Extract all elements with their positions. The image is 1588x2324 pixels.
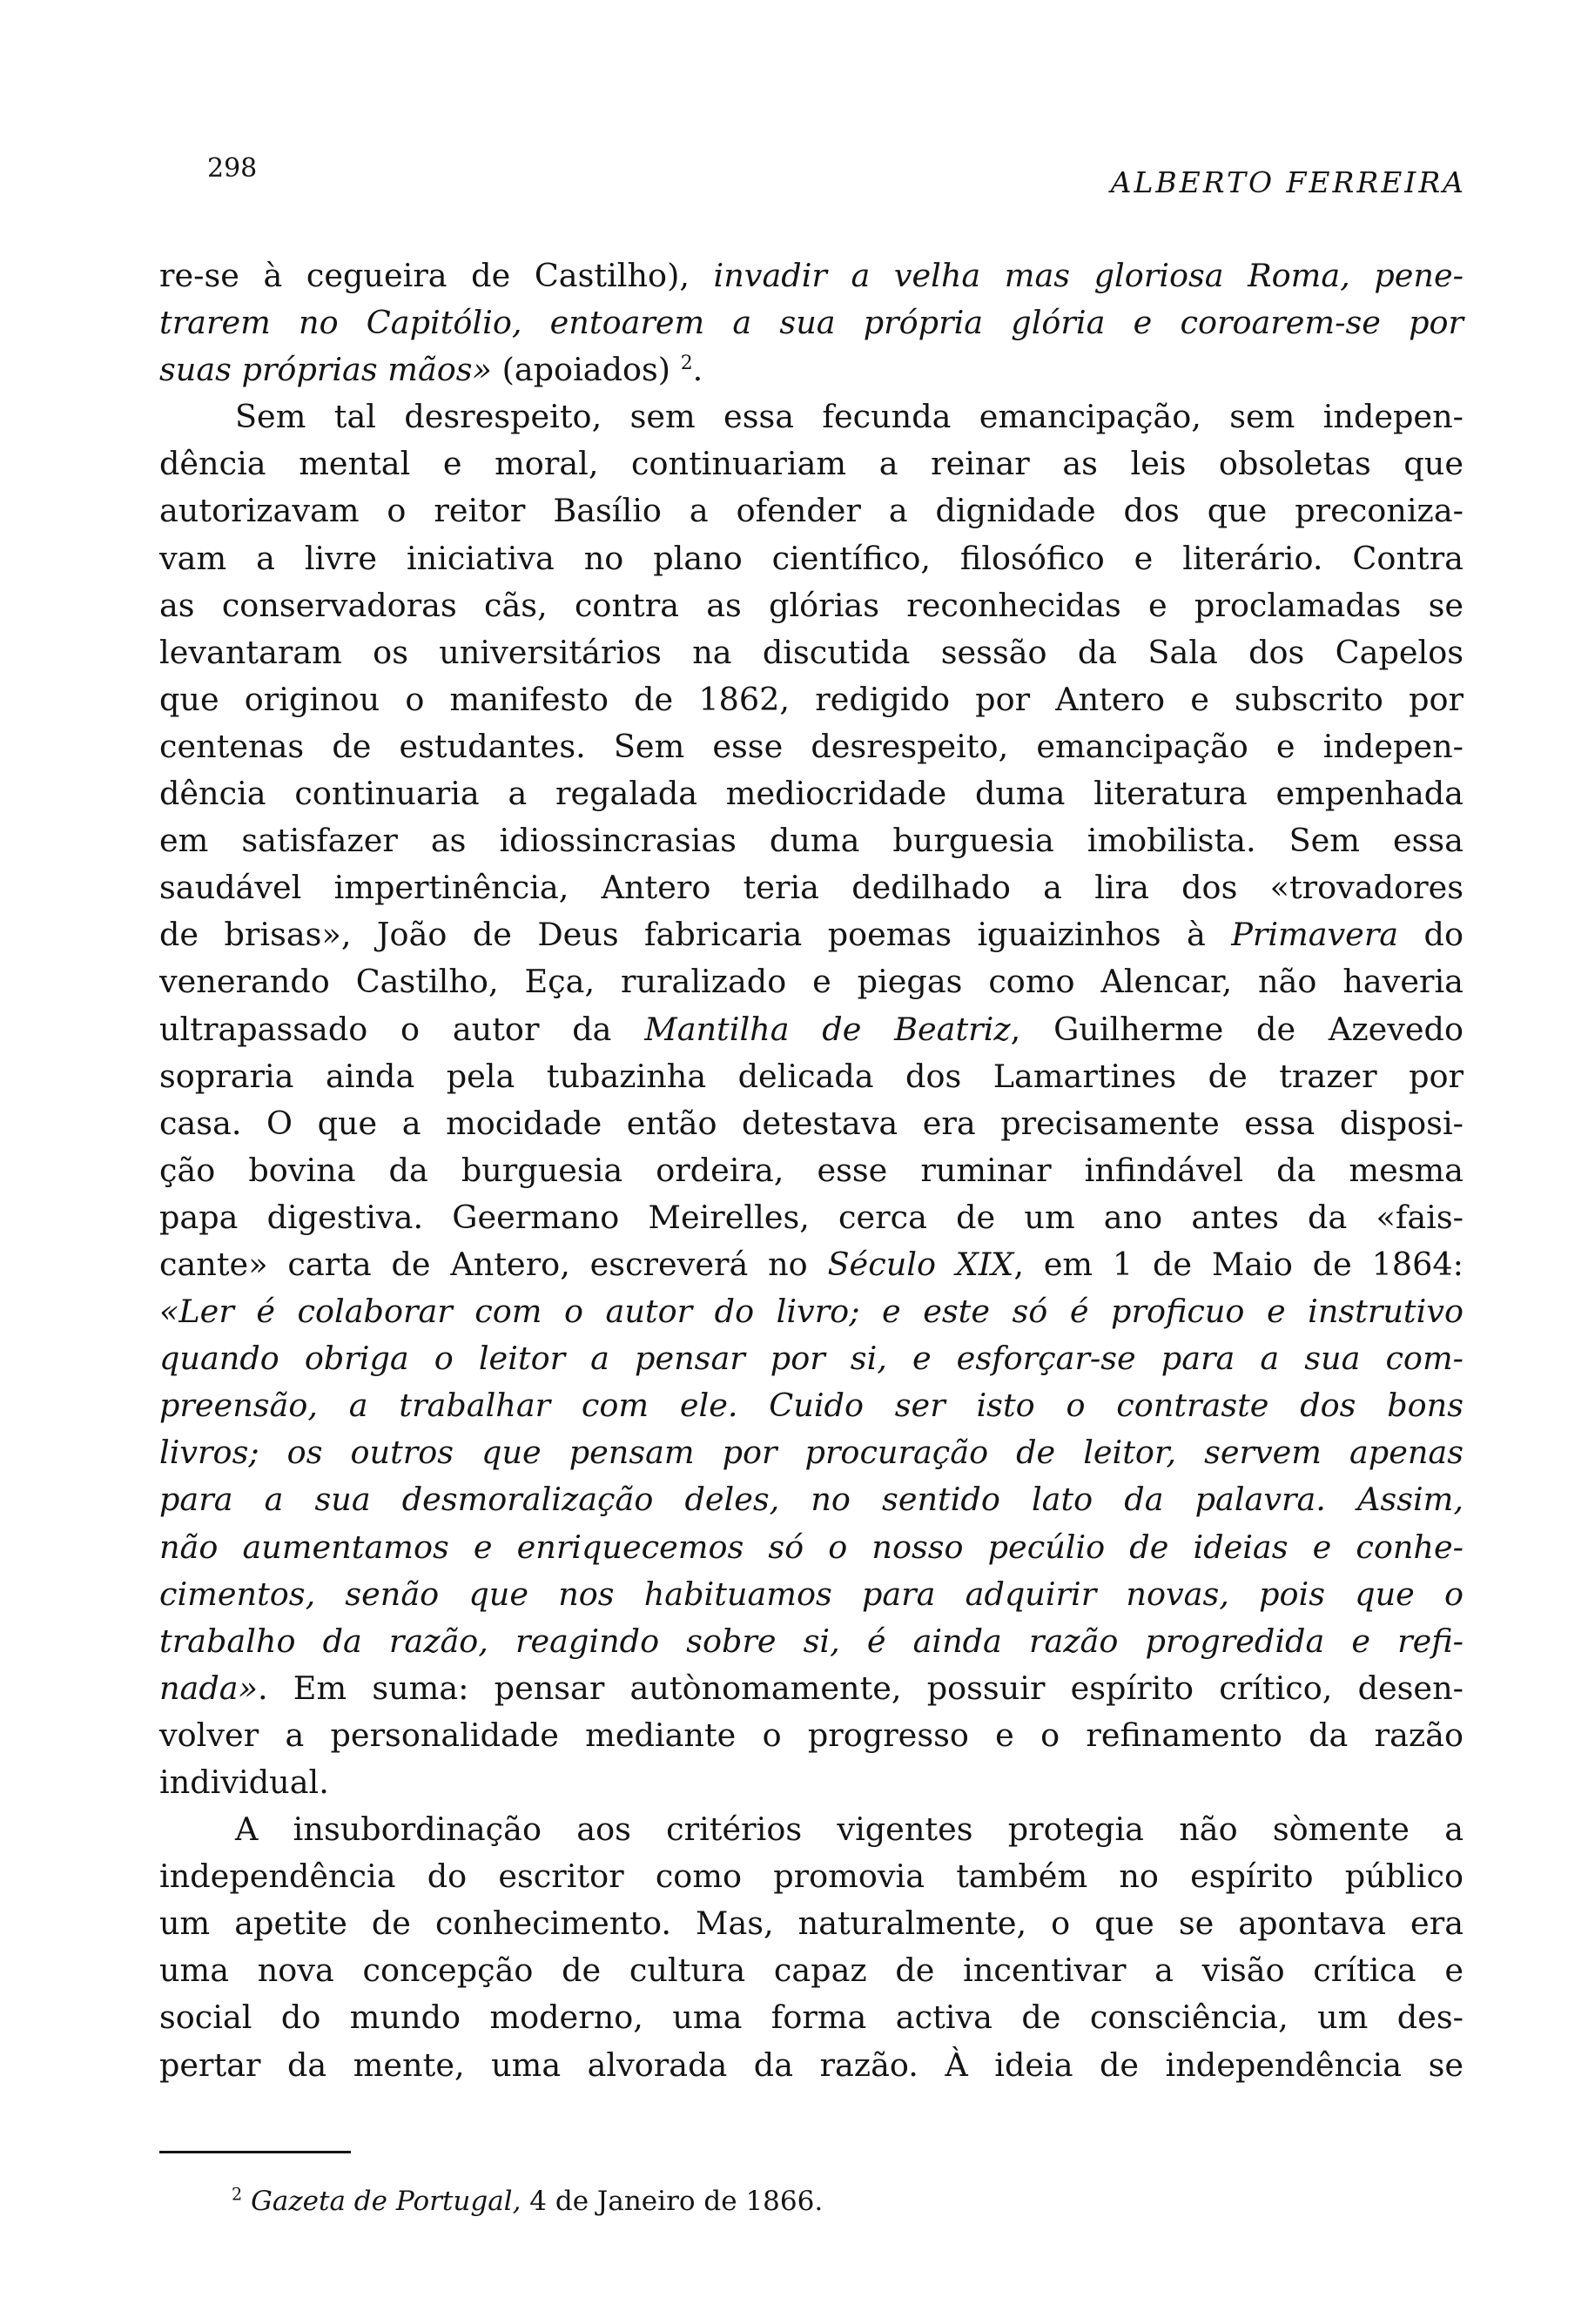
text-line [159,770,1464,817]
text-run: sopraria ainda pela tubazinha delicada dos Lamartines de trazer por [159,1057,1464,1095]
text-run: autorizavam o reitor Basílio a ofender a dignidade dos que preconiza- [159,492,1464,530]
italic-text: trabalho da razão, reagindo sobre si, é ainda razão progredida e refi- [159,1622,1464,1660]
text-line [159,252,1464,299]
text-run: dência mental e moral, continuariam a reinar as leis obsoletas que [159,445,1464,483]
text-line [159,1618,1464,1665]
text-line [159,346,1464,393]
text-run: vam a livre iniciativa no plano científico, filosófico e literário. Contra [159,539,1464,577]
note-reference: 2 [680,353,693,374]
text-line [159,1194,1464,1241]
text-run: de brisas», João de Deus fabricaria poemas iguaizinhos à [159,916,1232,954]
text-run: do [1398,916,1464,954]
text-line [159,629,1464,676]
text-line [159,1053,1464,1100]
footnote [232,2186,823,2217]
text-line [159,1288,1464,1335]
text-run: . [692,351,703,389]
text-run: cante» carta de Antero, escreverá no [159,1245,828,1283]
italic-text: cimentos, senão que nos habituamos para adquirir novas, pois que o [159,1575,1464,1613]
note-reference: 2 [232,2184,243,2205]
italic-text: «Ler é colaborar com o autor do livro; e este só é proficuo e instrutivo [159,1293,1464,1331]
text-line [159,817,1464,864]
italic-text: Mantilha de Beatriz [644,1010,1011,1048]
text-run: dência continuaria a regalada mediocridade duma literatura empenhada [159,775,1464,813]
text-line [159,1382,1464,1429]
footnote-divider [159,2151,351,2153]
text-run: A insubordinação aos critérios vigentes protegia não sòmente a [235,1810,1464,1849]
text-line [159,1429,1464,1476]
text-run: social do mundo moderno, uma forma activa de consciência, um des- [159,1998,1464,2037]
text-line [159,1665,1464,1712]
italic-text: Primavera [1231,916,1399,954]
text-run: papa digestiva. Geermano Meirelles, cerca de um ano antes da «fais- [159,1198,1464,1236]
text-line [159,1524,1464,1571]
italic-text: preensão, a trabalhar com ele. Cuido ser isto o contraste dos bons [159,1387,1464,1425]
italic-text: Gazeta de Portugal, [251,2186,521,2217]
text-run: saudável impertinência, Antero teria dedilhado a lira dos «trovadores [159,869,1464,907]
text-line [159,535,1464,582]
text-run [242,2186,251,2217]
text-run: em satisfazer as idiossincrasias duma burguesia imobilista. Sem essa [159,822,1464,860]
text-line [159,1335,1464,1382]
italic-text: invadir a velha mas gloriosa Roma, pene- [713,257,1464,294]
text-run: re-se à cegueira de Castilho), [159,257,714,294]
page-number: 298 [207,153,258,184]
text-line [159,911,1464,958]
italic-text: Século XIX [827,1245,1014,1283]
text-line [159,1712,1464,1759]
text-run: ção bovina da burguesia ordeira, esse ruminar infindável da mesma [159,1151,1464,1189]
text-run: volver a personalidade mediante o progresso e o refinamento da razão [159,1716,1464,1754]
text-line [159,1241,1464,1288]
text-line [159,1994,1464,2041]
text-run: venerando Castilho, Eça, ruralizado e piegas como Alencar, não haveria [159,963,1464,1001]
text-run: uma nova concepção de cultura capaz de incentivar a visão crítica e [159,1951,1464,1990]
text-line [159,1947,1464,1994]
text-run: centenas de estudantes. Sem esse desrespeito, emancipação e indepen- [159,727,1464,765]
text-run: um apetite de conhecimento. Mas, naturalmente, o que se apontava era [159,1904,1464,1943]
italic-text: suas próprias mãos» [159,351,492,389]
text-run: , Guilherme de Azevedo [1010,1010,1464,1048]
paragraph [159,1806,1464,2089]
text-line [159,1006,1464,1053]
text-line [159,1100,1464,1147]
text-line [159,1900,1464,1947]
text-run: Sem tal desrespeito, sem essa fecunda emancipação, sem indepen- [235,398,1464,436]
paragraph [159,393,1464,1806]
body-text [159,252,1464,2089]
text-run: , em 1 de Maio de 1864: [1013,1245,1464,1283]
text-run: independência do escritor como promovia também no espírito público [159,1857,1464,1896]
text-run: 4 de Janeiro de 1866. [521,2186,824,2217]
text-run: ultrapassado o autor da [159,1010,645,1048]
text-line [159,487,1464,534]
text-line [159,2042,1464,2089]
text-line [159,723,1464,770]
text-run: levantaram os universitários na discutida sessão da Sala dos Capelos [159,633,1464,671]
paragraph [159,252,1464,393]
text-line [159,1806,1464,1853]
text-run: (apoiados) [491,351,681,389]
text-line [159,1476,1464,1523]
text-line [159,393,1464,440]
italic-text: trarem no Capitólio, entoarem a sua própria glória e coroarem-se por [159,304,1464,342]
running-head: ALBERTO FERREIRA [1110,165,1466,199]
italic-text: não aumentamos e enriquecemos só o nosso pecúlio de ideias e conhe- [159,1528,1464,1566]
italic-text: nada» [159,1669,258,1707]
text-run: casa. O que a mocidade então detestava era precisamente essa disposi- [159,1104,1464,1142]
text-line [159,582,1464,629]
text-run: . Em suma: pensar autònomamente, possuir espírito crítico, desen- [257,1669,1464,1707]
text-line [159,1147,1464,1194]
text-line [159,1571,1464,1618]
text-run: as conservadoras cãs, contra as glórias reconhecidas e proclamadas se [159,586,1464,624]
text-line [159,958,1464,1005]
text-run: que originou o manifesto de 1862, redigido por Antero e subscrito por [159,680,1464,718]
italic-text: livros; os outros que pensam por procuração de leitor, servem apenas [159,1434,1464,1472]
text-run: individual. [159,1763,329,1801]
text-line [159,440,1464,487]
text-line [159,1853,1464,1900]
text-line [159,299,1464,346]
text-line [159,864,1464,911]
italic-text: para a sua desmoralização deles, no sentido lato da palavra. Assim, [159,1481,1464,1519]
text-line [159,1759,1464,1806]
text-run: pertar da mente, uma alvorada da razão. À ideia de independência se [159,2045,1464,2084]
text-line [159,676,1464,723]
italic-text: quando obriga o leitor a pensar por si, e esforçar-se para a sua com- [159,1340,1464,1378]
